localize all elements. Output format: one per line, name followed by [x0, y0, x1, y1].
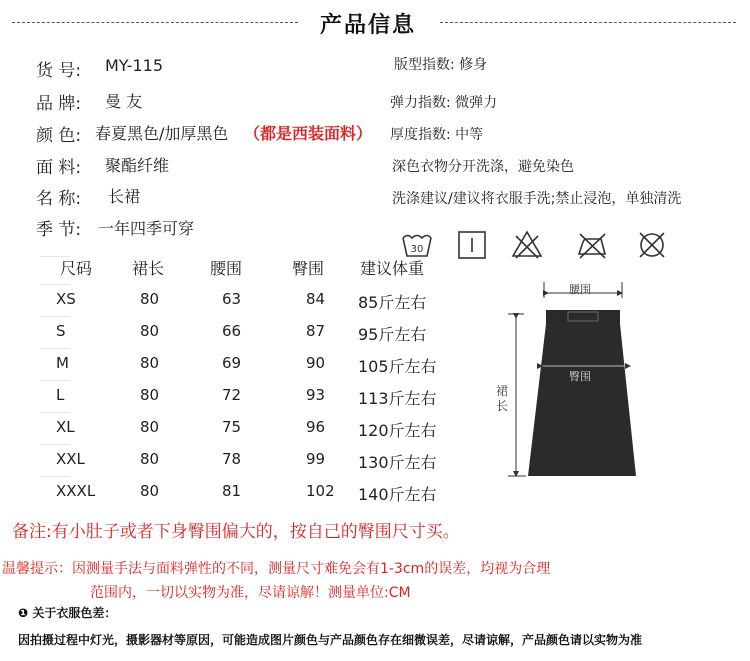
table-cell-size: S	[56, 322, 66, 340]
info-value-brand: 曼 友	[105, 92, 143, 111]
table-cell-hip: 90	[306, 354, 326, 372]
table-cell-hip: 102	[306, 482, 335, 500]
info-value-season: 一年四季可穿	[98, 219, 195, 238]
table-cell-hip: 84	[306, 290, 326, 308]
table-cell-length: 80	[140, 386, 160, 404]
info-label-sku: 货 号:	[36, 61, 82, 81]
no-iron-icon	[575, 228, 609, 262]
diagram-hip-label: 臀围	[569, 370, 591, 383]
info-label-season: 季 节:	[36, 220, 82, 240]
table-cell-size: M	[56, 354, 69, 372]
table-cell-length: 80	[140, 418, 160, 436]
header-divider-right	[440, 22, 736, 23]
diagram-waist-label: 腰围	[569, 283, 591, 296]
color-diff-heading: ❶ 关于衣服色差：	[18, 606, 117, 620]
table-row-divider	[40, 348, 70, 349]
tip-note-line2: 范围内，一切以实物为准，尽请谅解！测量单位:CM	[90, 585, 411, 601]
table-row-divider	[40, 380, 70, 381]
wash-advice: 洗涤建议/建议将衣服手洗;禁止浸泡，单独清洗	[392, 191, 682, 207]
skirt-size-diagram	[488, 268, 644, 494]
table-cell-size: XS	[56, 290, 76, 308]
tip-note-line1: 温馨提示：因测量手法与面料弹性的不同，测量尺寸难免会有1-3cm的误差，均视为合理	[2, 561, 551, 577]
diagram-length-label: 裙长	[496, 384, 509, 413]
table-cell-waist: 72	[222, 386, 242, 404]
table-cell-size: XL	[56, 418, 75, 436]
info-color-highlight: （都是西装面料）	[244, 124, 373, 143]
table-header-waist: 腰围	[210, 259, 243, 278]
table-cell-weight: 85斤左右	[358, 293, 427, 312]
table-header-weight: 建议体重	[360, 259, 425, 278]
table-cell-size: XXXL	[56, 482, 96, 500]
wash-temp-label: 30	[410, 244, 424, 255]
info-label-brand: 品 牌:	[36, 94, 82, 114]
header-divider-left	[12, 22, 298, 23]
table-cell-size: L	[56, 386, 65, 404]
table-cell-waist: 63	[222, 290, 242, 308]
table-cell-weight: 95斤左右	[358, 325, 427, 344]
table-row-divider	[40, 476, 70, 477]
table-cell-weight: 113斤左右	[358, 389, 437, 408]
color-diff-note: 因拍摄过程中灯光，摄影器材等原因，可能造成图片颜色与产品颜色存在细微误差，尽请谅解，产品颜色请以实物为准	[18, 633, 643, 647]
no-bleach-icon	[510, 228, 544, 262]
table-header-length: 裙长	[132, 259, 165, 278]
table-cell-weight: 120斤左右	[358, 421, 437, 440]
table-cell-size: XXL	[56, 450, 85, 468]
no-dry-clean-icon	[635, 228, 669, 262]
table-cell-waist: 81	[222, 482, 242, 500]
table-cell-weight: 130斤左右	[358, 453, 437, 472]
wash-note: 深色衣物分开洗涤，避免染色	[392, 159, 574, 175]
table-row-divider	[40, 316, 70, 317]
table-cell-waist: 69	[222, 354, 242, 372]
page-title: 产品信息	[320, 13, 417, 38]
table-cell-waist: 66	[222, 322, 242, 340]
info-value-fabric: 聚酯纤维	[105, 156, 170, 175]
stretch-index: 弹力指数: 微弹力	[390, 95, 498, 111]
table-row-divider	[40, 412, 70, 413]
table-row-divider	[40, 284, 70, 285]
table-header-size: 尺码	[60, 259, 93, 278]
table-cell-waist: 75	[222, 418, 242, 436]
info-value-sku: MY-115	[105, 56, 163, 75]
fit-index: 版型指数: 修身	[394, 57, 488, 73]
info-label-fabric: 面 料:	[36, 158, 82, 178]
info-label-name: 名 称:	[36, 189, 82, 209]
remark-note: 备注:有小肚子或者下身臀围偏大的，按自己的臀围尺寸买。	[12, 522, 460, 542]
table-cell-hip: 96	[306, 418, 326, 436]
table-cell-length: 80	[140, 354, 160, 372]
table-cell-length: 80	[140, 290, 160, 308]
table-cell-weight: 140斤左右	[358, 485, 437, 504]
info-label-color: 颜 色:	[36, 126, 82, 146]
info-value-name: 长裙	[108, 187, 141, 206]
tumble-dry-icon	[455, 228, 489, 262]
table-cell-hip: 93	[306, 386, 326, 404]
table-cell-hip: 99	[306, 450, 326, 468]
table-cell-hip: 87	[306, 322, 326, 340]
table-cell-waist: 78	[222, 450, 242, 468]
thickness-index: 厚度指数: 中等	[390, 127, 484, 143]
table-cell-weight: 105斤左右	[358, 357, 437, 376]
table-cell-length: 80	[140, 450, 160, 468]
table-row-divider	[40, 444, 70, 445]
table-cell-length: 80	[140, 482, 160, 500]
info-value-color: 春夏黑色/加厚黑色	[95, 124, 229, 143]
table-header-hip: 臀围	[292, 259, 325, 278]
table-cell-length: 80	[140, 322, 160, 340]
